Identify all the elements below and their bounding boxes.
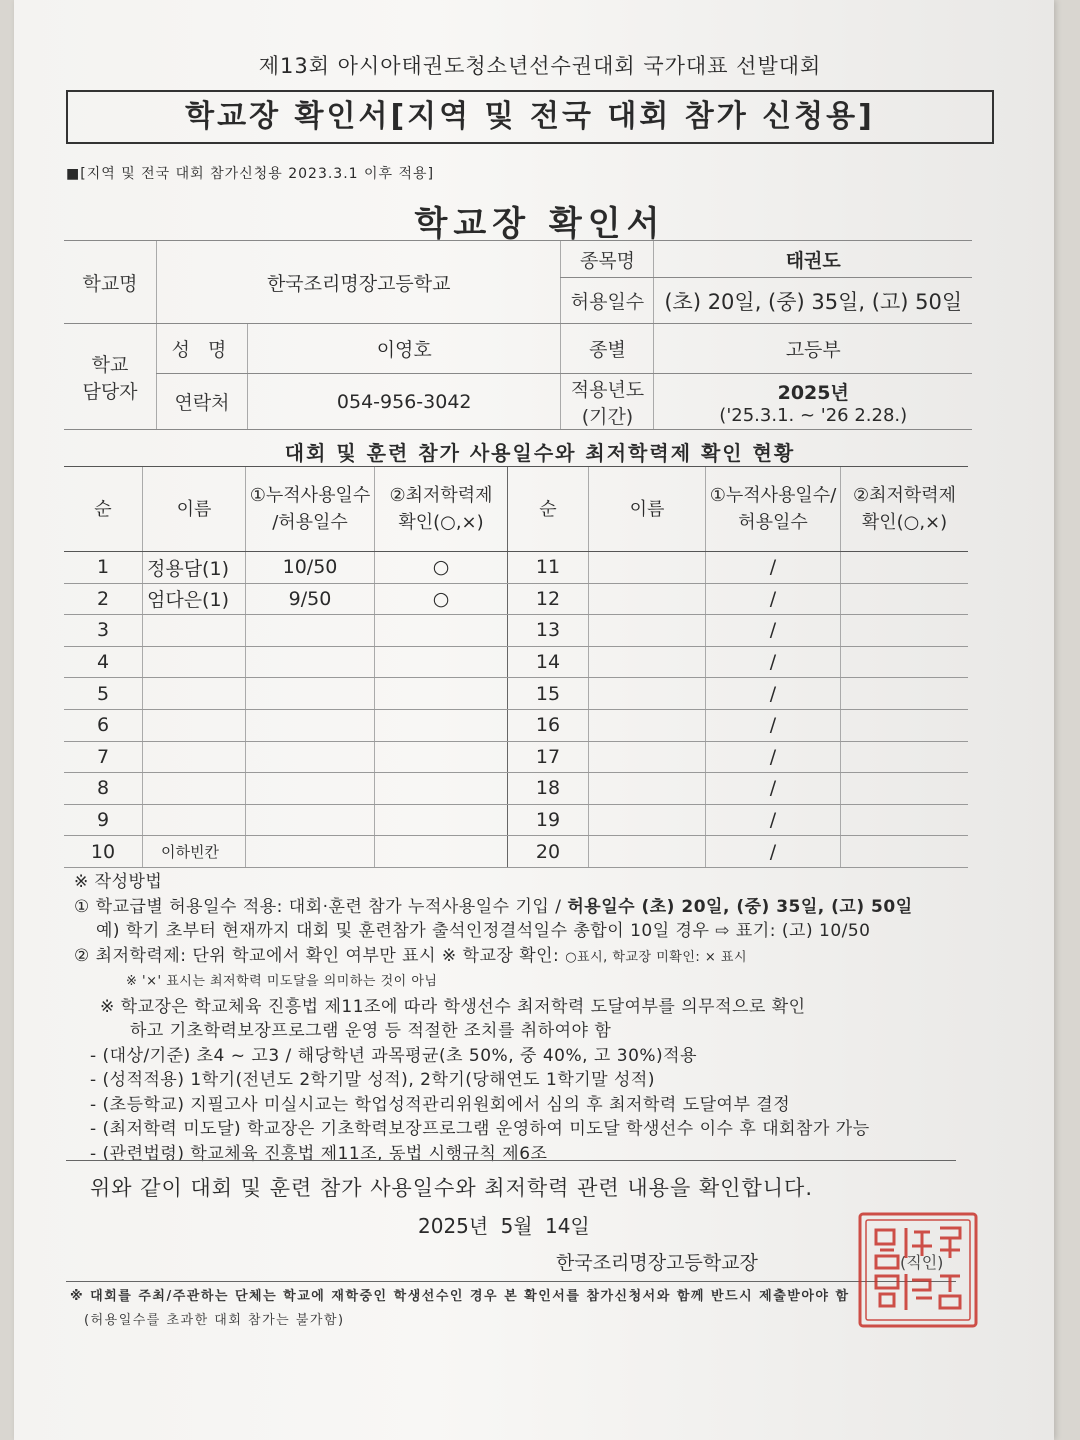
- event-title: 제13회 아시아태권도청소년선수권대회 국가대표 선발대회: [258, 54, 822, 78]
- col-no-right: 순: [508, 467, 589, 552]
- row-days-right: /: [706, 615, 841, 647]
- col-edu-left-line2: 확인(○,×): [398, 512, 484, 533]
- table-row: [64, 804, 968, 836]
- instructions-heading: ※ 작성방법: [74, 872, 163, 892]
- row-no-left: 9: [64, 804, 143, 836]
- row-days-right: /: [706, 678, 841, 710]
- row-name-left: [143, 709, 246, 741]
- official-seal-icon: [856, 1210, 980, 1330]
- row-days-left: [246, 678, 375, 710]
- instruction-below-min: - (최저학력 미도달) 학교장은 기초학력보장프로그램 운영하여 미도달 학생선수 이수 후 대회참가 가능: [90, 1119, 870, 1139]
- row-no-right: 16: [508, 709, 589, 741]
- row-no-right: 14: [508, 646, 589, 678]
- row-edu-right: [841, 709, 969, 741]
- row-edu-right: [841, 646, 969, 678]
- row-edu-right: [841, 552, 969, 584]
- division-value: 고등부: [654, 324, 972, 374]
- col-no-left: 순: [64, 467, 143, 552]
- period-range: ('25.3.1. ~ '26 2.28.): [719, 404, 908, 426]
- principal-signature-line: 한국조리명장고등학교장: [556, 1252, 758, 1274]
- col-edu-left: [375, 467, 508, 552]
- footer-divider: [66, 1281, 956, 1282]
- boxed-title: 학교장 확인서[지역 및 전국 대회 참가 신청용]: [66, 90, 994, 144]
- allowed-days-value: (초) 20일, (중) 35일, (고) 50일: [654, 278, 972, 324]
- table-row: [64, 552, 968, 584]
- table-row: [64, 773, 968, 805]
- col-days-right-line1: ①누적사용일수/: [709, 485, 837, 506]
- instruction-2-small: ○표시, 학교장 미확인: × 표시: [565, 949, 748, 965]
- school-name-value: 한국조리명장고등학교: [157, 241, 561, 324]
- table-row: [64, 741, 968, 773]
- row-days-left: 10/50: [246, 552, 375, 584]
- col-name-right: 이름: [589, 467, 706, 552]
- row-no-left: 10: [64, 836, 143, 868]
- period-label-line1: 적용년도: [570, 378, 645, 401]
- row-name-left: [143, 615, 246, 647]
- person-name-value: 이영호: [248, 324, 561, 374]
- col-edu-right: [841, 467, 969, 552]
- row-edu-left: ○: [375, 552, 508, 584]
- row-days-left: [246, 773, 375, 805]
- issue-date: 2025년 5월 14일: [418, 1214, 590, 1238]
- row-no-left: 6: [64, 709, 143, 741]
- row-name-right: [589, 804, 706, 836]
- row-no-left: 7: [64, 741, 143, 773]
- row-no-left: 8: [64, 773, 143, 805]
- row-edu-right: [841, 773, 969, 805]
- period-label-line2: (기간): [581, 405, 634, 428]
- school-info-table: [64, 240, 972, 430]
- row-no-right: 12: [508, 583, 589, 615]
- row-edu-right: [841, 583, 969, 615]
- row-name-left: [143, 804, 246, 836]
- row-days-right: /: [706, 583, 841, 615]
- table-row: [64, 646, 968, 678]
- row-name-left: 정용담(1): [143, 552, 246, 584]
- school-name-label: 학교명: [64, 241, 157, 324]
- row-name-right: [589, 773, 706, 805]
- row-days-right: /: [706, 709, 841, 741]
- confirmation-statement: 위와 같이 대회 및 훈련 참가 사용일수와 최저학력 관련 내용을 확인합니다.: [90, 1176, 814, 1200]
- row-name-left: [143, 646, 246, 678]
- footer-notice: ※ 대회를 주최/주관하는 단체는 학교에 재학중인 학생선수인 경우 본 확인서를 참가신청서와 함께 반드시 제출받아야 함: [70, 1289, 850, 1304]
- row-name-right: [589, 709, 706, 741]
- col-edu-right-line1: ②최저학력제: [852, 485, 957, 506]
- row-name-right: [589, 678, 706, 710]
- table-row: [64, 709, 968, 741]
- row-edu-left: [375, 804, 508, 836]
- phone-label: 연락처: [157, 374, 248, 430]
- col-edu-right-line2: 확인(○,×): [861, 512, 948, 533]
- table-row: [64, 678, 968, 710]
- row-name-right: [589, 552, 706, 584]
- instruction-law-ref: - (관련법령) 학교체육 진흥법 제11조, 동법 시행규칙 제6조: [90, 1143, 548, 1164]
- row-no-right: 20: [508, 836, 589, 868]
- instruction-2-text: ② 최저학력제: 단위 학교에서 확인 여부만 표시 ※ 학교장 확인:: [74, 945, 566, 966]
- row-days-right: /: [706, 804, 841, 836]
- row-no-right: 19: [508, 804, 589, 836]
- seal-label: (직인): [900, 1253, 944, 1272]
- year-value: 2025년: [777, 381, 849, 404]
- table-row: [64, 615, 968, 647]
- row-name-left: 엄다은(1): [143, 583, 246, 615]
- row-name-left: [143, 678, 246, 710]
- col-days-right: [706, 467, 841, 552]
- row-edu-left: [375, 678, 508, 710]
- row-days-right: /: [706, 646, 841, 678]
- row-edu-right: [841, 678, 969, 710]
- instruction-elementary: - (초등학교) 지필고사 미실시교는 학업성적관리위원회에서 심의 후 최저학력 도달여부 결정: [90, 1094, 791, 1115]
- row-name-right: [589, 615, 706, 647]
- row-name-left: 이하빈칸: [143, 836, 246, 868]
- row-days-left: [246, 709, 375, 741]
- row-days-left: [246, 804, 375, 836]
- instruction-1: [74, 895, 974, 920]
- row-no-right: 17: [508, 741, 589, 773]
- page-title: 학교장 확인서: [414, 204, 666, 244]
- instruction-2: [74, 944, 974, 971]
- col-name-left: 이름: [143, 467, 246, 552]
- row-edu-right: [841, 804, 969, 836]
- row-no-left: 3: [64, 615, 143, 647]
- table-row: [64, 583, 968, 615]
- instruction-1-example: 예) 학기 초부터 현재까지 대회 및 훈련참가 출석인정결석일수 총합이 10일 경우 ⇨ 표기: (고) 10/50: [96, 921, 871, 941]
- row-days-right: /: [706, 741, 841, 773]
- row-edu-right: [841, 741, 969, 773]
- row-edu-left: ○: [375, 583, 508, 615]
- period-value: [654, 374, 972, 430]
- row-name-right: [589, 836, 706, 868]
- col-edu-left-line1: ②최저학력제: [389, 485, 493, 506]
- row-days-left: 9/50: [246, 583, 375, 615]
- row-name-left: [143, 773, 246, 805]
- row-no-left: 1: [64, 552, 143, 584]
- row-name-left: [143, 741, 246, 773]
- col-days-left-line1: ①누적사용일수: [249, 485, 371, 506]
- sport-label: 종목명: [561, 241, 654, 278]
- row-edu-left: [375, 836, 508, 868]
- row-days-left: [246, 615, 375, 647]
- instruction-target: - (대상/기준) 초4 ~ 고3 / 해당학년 과목평균(초 50%, 중 40%, 고 30%)적용: [90, 1045, 698, 1066]
- instruction-grades: - (성적적용) 1학기(전년도 2학기말 성적), 2학기(당해연도 1학기말 성적): [90, 1070, 655, 1090]
- row-edu-right: [841, 836, 969, 868]
- row-no-left: 2: [64, 583, 143, 615]
- contact-label-line1: 학교: [91, 353, 129, 376]
- contact-label: [64, 324, 157, 430]
- row-no-left: 4: [64, 646, 143, 678]
- instruction-note-law: ※ 학교장은 학교체육 진흥법 제11조에 따라 학생선수 최저학력 도달여부를 의무적으로 확인: [100, 996, 806, 1017]
- row-edu-left: [375, 615, 508, 647]
- person-name-label: 성 명: [157, 324, 248, 374]
- athlete-table-body: [64, 552, 968, 868]
- row-no-right: 18: [508, 773, 589, 805]
- row-days-left: [246, 836, 375, 868]
- instruction-note-law-cont: 하고 기초학력보장프로그램 운영 등 적절한 조치를 취하여야 함: [130, 1021, 612, 1041]
- applicability-notice: ■[지역 및 전국 대회 참가신청용 2023.3.1 이후 적용]: [66, 166, 435, 182]
- col-days-right-line2: 허용일수: [738, 512, 808, 533]
- row-no-right: 11: [508, 552, 589, 584]
- row-days-right: /: [706, 773, 841, 805]
- instruction-note-x: ※ '×' 표시는 최저학력 미도달을 의미하는 것이 아님: [126, 974, 438, 989]
- sport-value: 태권도: [654, 241, 972, 278]
- division-label: 종별: [561, 324, 654, 374]
- row-no-right: 13: [508, 615, 589, 647]
- row-edu-left: [375, 646, 508, 678]
- row-name-right: [589, 646, 706, 678]
- row-days-right: /: [706, 836, 841, 868]
- row-no-left: 5: [64, 678, 143, 710]
- instruction-1-bold: 허용일수 (초) 20일, (중) 35일, (고) 50일: [567, 896, 913, 917]
- row-edu-left: [375, 773, 508, 805]
- row-days-left: [246, 646, 375, 678]
- allowed-days-label: 허용일수: [561, 278, 654, 324]
- table-row: [64, 836, 968, 868]
- row-no-right: 15: [508, 678, 589, 710]
- row-edu-right: [841, 615, 969, 647]
- phone-value: 054-956-3042: [248, 374, 561, 430]
- col-days-left-line2: /허용일수: [272, 512, 348, 533]
- row-name-right: [589, 583, 706, 615]
- divider: [66, 1160, 956, 1161]
- instruction-1-text: ① 학교급별 허용일수 적용: 대회·훈련 참가 누적사용일수 기입 /: [74, 896, 568, 917]
- row-name-right: [589, 741, 706, 773]
- col-days-left: [246, 467, 375, 552]
- period-label: [561, 374, 654, 430]
- section-title: 대회 및 훈련 참가 사용일수와 최저학력제 확인 현황: [284, 441, 796, 465]
- row-days-left: [246, 741, 375, 773]
- footer-notice-2: (허용일수를 초과한 대회 참가는 불가함): [84, 1313, 345, 1328]
- row-edu-left: [375, 741, 508, 773]
- row-edu-left: [375, 709, 508, 741]
- instructions: [74, 870, 974, 1166]
- row-days-right: /: [706, 552, 841, 584]
- athlete-table: [64, 466, 968, 868]
- contact-label-line2: 담당자: [82, 380, 138, 403]
